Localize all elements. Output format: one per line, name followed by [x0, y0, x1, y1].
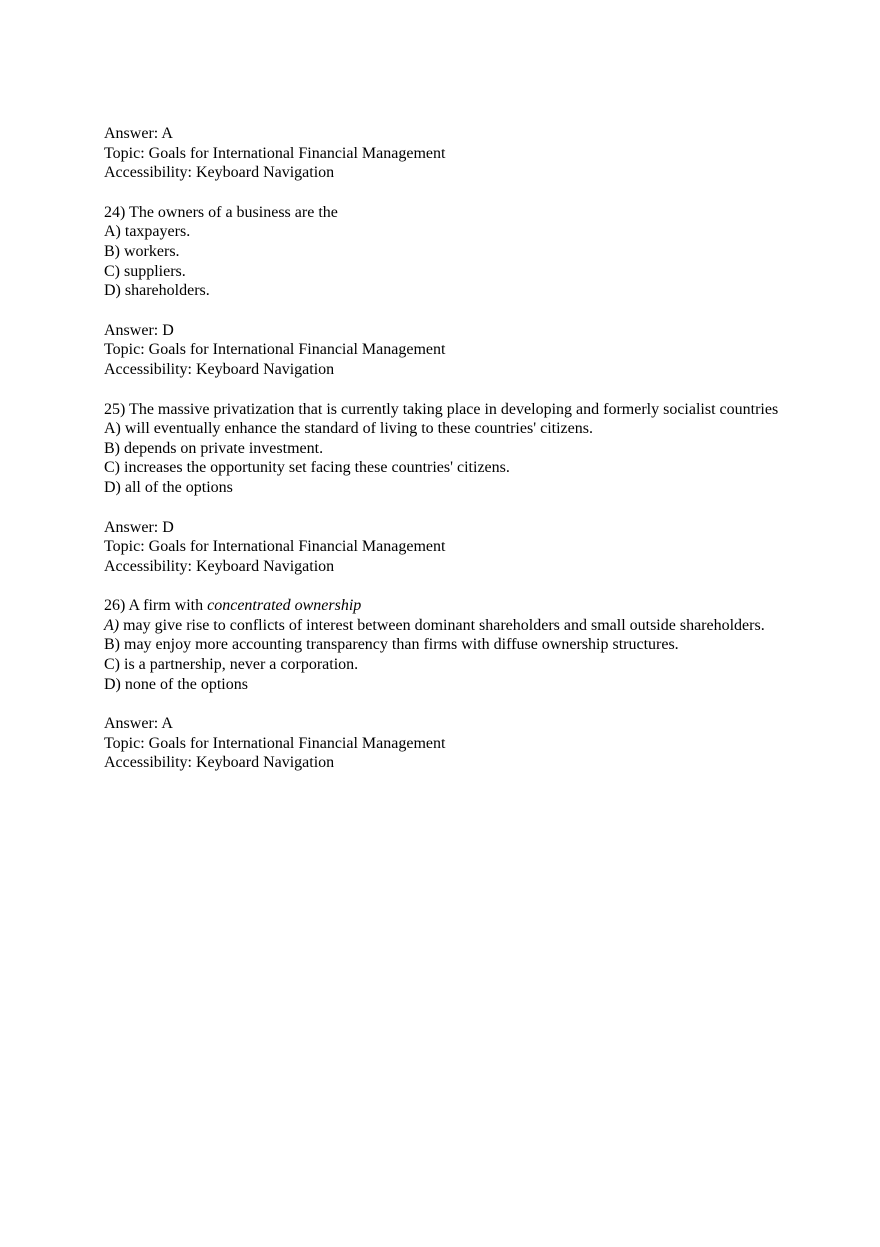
question-24 — [104, 203, 794, 301]
answer-line: Answer: A — [104, 125, 173, 142]
option-a — [104, 616, 794, 636]
accessibility-line: Accessibility: Keyboard Navigation — [104, 164, 335, 182]
topic-line: Topic: Goals for International Financial Management — [104, 144, 446, 162]
option-c: C) is a partnership, never a corporation. — [104, 656, 359, 674]
option-a-text: may give rise to conflicts of interest between dominant shareholders and small outside shareholders. — [119, 616, 765, 634]
answer-line: Answer: D — [104, 321, 174, 339]
option-b: B) workers. — [104, 242, 180, 260]
question-26 — [104, 596, 794, 694]
question-stem — [104, 596, 794, 616]
answer-block — [104, 714, 794, 773]
option-a: A) taxpayers. — [104, 223, 191, 241]
topic-line: Topic: Goals for International Financial Management — [104, 341, 446, 359]
topic-line: Topic: Goals for International Financial Management — [104, 538, 446, 556]
question-stem: 24) The owners of a business are the — [104, 203, 338, 221]
option-a-letter: A) — [104, 616, 120, 634]
option-d: D) none of the options — [104, 675, 248, 693]
answer-line: Answer: A — [104, 715, 173, 733]
answer-block — [104, 124, 794, 183]
option-b: B) depends on private investment. — [104, 439, 324, 457]
option-d: D) shareholders. — [104, 282, 210, 300]
question-stem: 25) The massive privatization that is currently taking place in developing and formerly socialist countries — [104, 400, 779, 418]
question-25 — [104, 400, 794, 498]
answer-block — [104, 518, 794, 577]
answer-line: Answer: D — [104, 518, 174, 536]
option-c: C) increases the opportunity set facing these countries' citizens. — [104, 459, 510, 477]
stem-emphasis: concentrated ownership — [207, 597, 362, 615]
option-a: A) will eventually enhance the standard of living to these countries' citizens. — [104, 420, 593, 438]
answer-block — [104, 321, 794, 380]
option-b: B) may enjoy more accounting transparency than firms with diffuse ownership structures. — [104, 636, 679, 654]
option-d: D) all of the options — [104, 478, 233, 496]
accessibility-line: Accessibility: Keyboard Navigation — [104, 360, 335, 378]
topic-line: Topic: Goals for International Financial Management — [104, 734, 446, 752]
stem-text: 26) A firm with — [104, 597, 208, 615]
page-content — [104, 124, 794, 773]
accessibility-line: Accessibility: Keyboard Navigation — [104, 557, 335, 575]
option-c: C) suppliers. — [104, 262, 186, 280]
accessibility-line: Accessibility: Keyboard Navigation — [104, 754, 335, 772]
